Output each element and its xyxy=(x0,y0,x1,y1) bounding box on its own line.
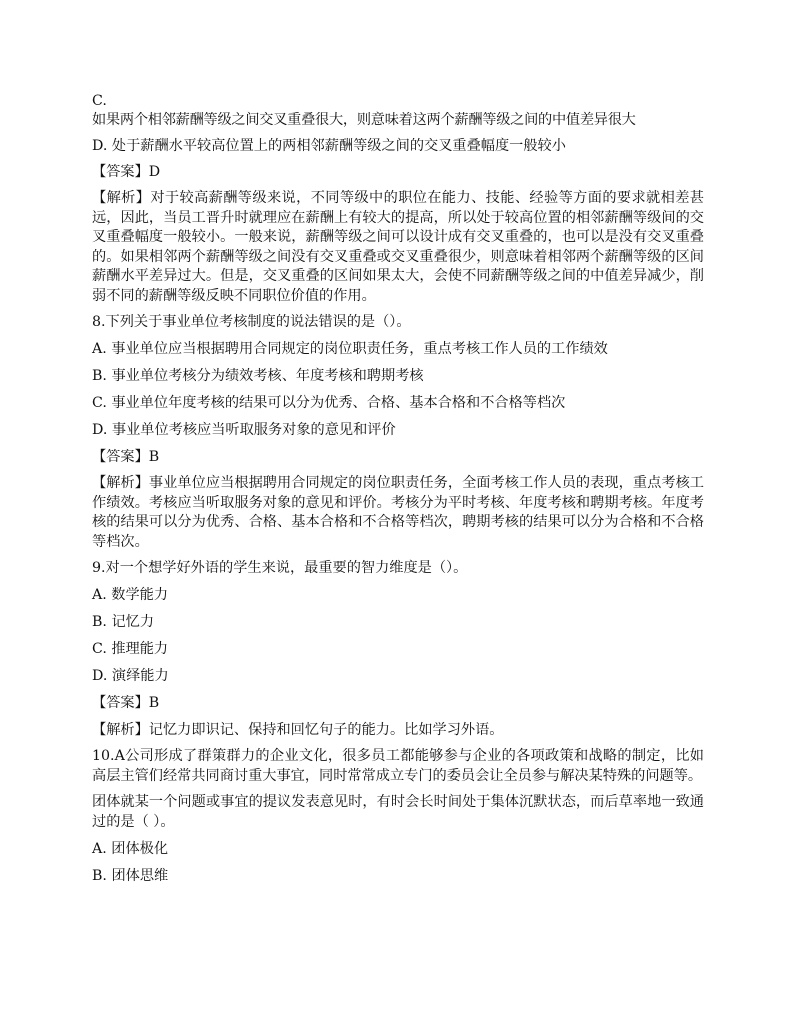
q8-answer: 【答案】B xyxy=(92,449,160,465)
q9-stem: 9.对一个想学好外语的学生来说，最重要的智力维度是（）。 xyxy=(92,560,468,576)
q8-stem: 8.下列关于事业单位考核制度的说法错误的是（）。 xyxy=(92,314,411,330)
q9-option-a: A. 数学能力 xyxy=(92,587,169,603)
q9-analysis: 【解析】记忆力即识记、保持和回忆句子的能力。比如学习外语。 xyxy=(92,722,504,738)
q10-stem: 团体就某一个问题或事宜的提议发表意见时，有时会长时间处于集体沉默状态，而后草率地一致通过的是（ ）。 xyxy=(92,794,704,830)
q8-analysis: 【解析】事业单位应当根据聘用合同规定的岗位职责任务，全面考核工作人员的表现，重点考核工作绩效。考核应当听取服务对象的意见和评价。考核分为平时考核、年度考核和聘期考核。年度考核的结果可以分为优秀、合格、基本合格和不合格等档次，聘期考核的结果可以分为合格和不合格等档次。 xyxy=(92,475,704,550)
q9-answer: 【答案】B xyxy=(92,695,160,711)
q9-option-d: D. 演绎能力 xyxy=(92,668,169,684)
q9-option-c: C. 推理能力 xyxy=(92,641,169,657)
q10-intro: 10.A公司形成了群策群力的企业文化，很多员工都能够参与企业的各项政策和战略的制定，比如高层主管们经常共同商讨重大事宜，同时常常成立专门的委员会让全员参与解决某特殊的问题等。 xyxy=(92,748,704,784)
q8-option-b: B. 事业单位考核分为绩效考核、年度考核和聘期考核 xyxy=(92,368,424,384)
q8-option-d: D. 事业单位考核应当听取服务对象的意见和评价 xyxy=(92,422,396,438)
q10-option-a: A. 团体极化 xyxy=(92,841,169,857)
q8-option-a: A. 事业单位应当根据聘用合同规定的岗位职责任务，重点考核工作人员的工作绩效 xyxy=(92,341,608,357)
q7-option-c-letter: C. xyxy=(92,93,107,109)
q7-option-d: D. 处于薪酬水平较高位置上的两相邻薪酬等级之间的交叉重叠幅度一般较小 xyxy=(92,138,566,154)
q8-option-c: C. 事业单位年度考核的结果可以分为优秀、合格、基本合格和不合格等档次 xyxy=(92,395,566,411)
q7-option-c-text: 如果两个相邻薪酬等级之间交叉重叠很大，则意味着这两个薪酬等级之间的中值差异很大 xyxy=(92,112,636,128)
q7-answer: 【答案】D xyxy=(92,164,161,180)
q9-option-b: B. 记忆力 xyxy=(92,614,155,630)
document-page xyxy=(92,92,704,886)
q10-option-b: B. 团体思维 xyxy=(92,868,169,884)
q7-analysis: 【解析】对于较高薪酬等级来说，不同等级中的职位在能力、技能、经验等方面的要求就相差甚远，因此，当员工晋升时就理应在薪酬上有较大的提高，所以处于较高位置的相邻薪酬等级间的交叉重叠幅度一般较小。一般来说，薪酬等级之间可以设计成有交叉重叠的，也可以是没有交叉重叠的。如果相邻两个薪酬等级之间没有交叉重叠或交叉重叠很少，则意味着相邻两个薪酬等级的区间薪酬水平差异过大。但是，交叉重叠的区间如果太大，会使不同薪酬等级之间的中值差异减少，削弱不同的薪酬等级反映不同职位价值的作用。 xyxy=(92,190,704,304)
